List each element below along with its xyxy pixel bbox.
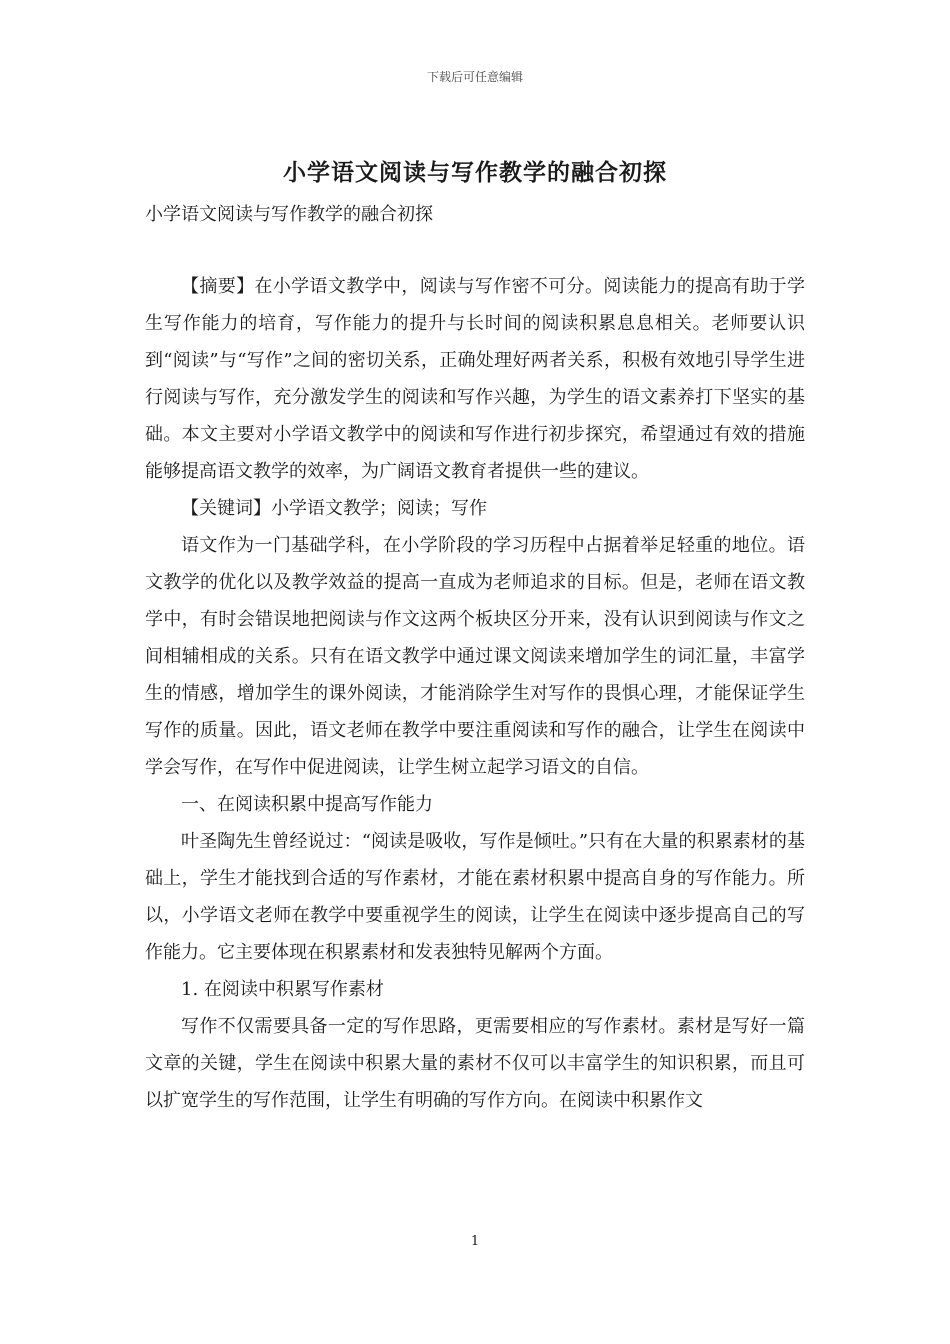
abstract-paragraph: 【摘要】在小学语文教学中，阅读与写作密不可分。阅读能力的提高有助于学生写作能力的培育，写作能力的提升与长时间的阅读积累息息相关。老师要认识到“阅读”与“写作”之间的密切关系，正确处理好两者关系，积极有效地引导学生进行阅读与写作，充分激发学生的阅读和写作兴趣，为学生的语文素养打下坚实的基础。本文主要对小学语文教学中的阅读和写作进行初步探究，希望通过有效的措施能够提高语文教学的效率，为广阔语文教育者提供一些的建议。 bbox=[145, 276, 805, 482]
document-body bbox=[145, 268, 805, 1119]
subsection-1-1-paragraph: 写作不仅需要具备一定的写作思路，更需要相应的写作素材。素材是写好一篇文章的关键，学生在阅读中积累大量的素材不仅可以丰富学生的知识积累，而且可以扩宽学生的写作范围，让学生有明确的写作方向。在阅读中积累作文 bbox=[145, 1016, 805, 1111]
document-title: 小学语文阅读与写作教学的融合初探 bbox=[283, 159, 667, 186]
page-number: 1 bbox=[470, 1234, 480, 1249]
intro-paragraph: 语文作为一门基础学科，在小学阶段的学习历程中占据着举足轻重的地位。语文教学的优化以及教学效益的提高一直成为老师追求的目标。但是，老师在语文教学中，有时会错误地把阅读与作文这两个板块区分开来，没有认识到阅读与作文之间相辅相成的关系。只有在语文教学中通过课文阅读来增加学生的词汇量，丰富学生的情感，增加学生的课外阅读，才能消除学生对写作的畏惧心理，才能保证学生写作的质量。因此，语文老师在教学中要注重阅读和写作的融合，让学生在阅读中学会写作，在写作中促进阅读，让学生树立起学习语文的自信。 bbox=[145, 535, 805, 778]
keywords-paragraph: 【关键词】小学语文教学；阅读；写作 bbox=[181, 498, 487, 519]
section-1-paragraph: 叶圣陶先生曾经说过：“阅读是吸收，写作是倾吐。”只有在大量的积累素材的基础上，学生才能找到合适的写作素材，才能在素材积累中提高自身的写作能力。所以，小学语文老师在教学中要重视学生的阅读，让学生在阅读中逐步提高自己的写作能力。它主要体现在积累素材和发表独特见解两个方面。 bbox=[145, 831, 805, 963]
header-note: 下载后可任意编辑 bbox=[426, 70, 523, 84]
subsection-heading-1-1: 1. 在阅读中积累写作素材 bbox=[181, 979, 384, 1000]
document-subtitle: 小学语文阅读与写作教学的融合初探 bbox=[145, 204, 433, 225]
section-heading-1: 一、在阅读积累中提高写作能力 bbox=[181, 794, 433, 815]
